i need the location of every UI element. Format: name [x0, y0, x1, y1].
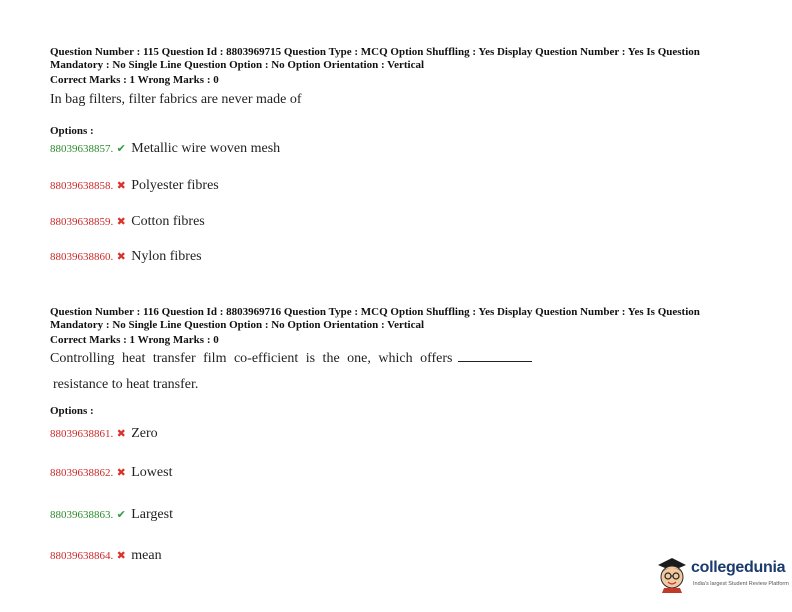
option-id: 88039638857.	[50, 143, 114, 155]
logo-brand: collegedunia	[691, 559, 786, 576]
question-marks: Correct Marks : 1 Wrong Marks : 0	[50, 74, 219, 86]
question-115	[50, 46, 750, 109]
option-row	[50, 141, 280, 157]
cross-icon: ✖	[116, 550, 126, 562]
option-text: Lowest	[131, 465, 173, 480]
option-row	[50, 507, 173, 523]
question-meta: Question Number : 116 Question Id : 8803969716 Question Type : MCQ Option Shuffling : Yes Display Question Number : Yes Is Question Mandatory : No Single Line Question Option : No Option Orientation : Vertical	[50, 306, 700, 331]
cross-icon: ✖	[116, 180, 126, 192]
check-icon: ✔	[116, 509, 126, 521]
option-text: mean	[131, 548, 162, 563]
option-id: 88039638858.	[50, 180, 114, 192]
option-text: Cotton fibres	[131, 214, 205, 229]
question-meta: Question Number : 115 Question Id : 8803969715 Question Type : MCQ Option Shuffling : Yes Display Question Number : Yes Is Question Mandatory : No Single Line Question Option : No Option Orientation : Vertical	[50, 46, 700, 71]
option-text: Nylon fibres	[131, 249, 202, 264]
cross-icon: ✖	[116, 428, 126, 440]
collegedunia-logo	[655, 555, 789, 597]
question-text-line1: Controlling heat transfer film co-efficient is the one, which offers	[50, 351, 453, 366]
option-row	[50, 214, 205, 230]
options-label: Options :	[50, 405, 94, 417]
logo-tagline: India's largest Student Review Platform	[693, 581, 789, 587]
option-text: Metallic wire woven mesh	[131, 141, 281, 156]
option-text: Zero	[131, 426, 158, 441]
question-text: In bag filters, filter fabrics are never made of	[50, 92, 302, 107]
option-row	[50, 249, 202, 265]
option-text: Polyester fibres	[131, 178, 219, 193]
mascot-icon	[655, 555, 689, 593]
option-id: 88039638860.	[50, 251, 114, 263]
check-icon: ✔	[116, 143, 126, 155]
option-row	[50, 548, 162, 564]
option-id: 88039638864.	[50, 550, 114, 562]
cross-icon: ✖	[116, 216, 126, 228]
question-marks: Correct Marks : 1 Wrong Marks : 0	[50, 334, 219, 346]
cross-icon: ✖	[116, 467, 126, 479]
option-row	[50, 178, 219, 194]
option-id: 88039638863.	[50, 509, 114, 521]
option-id: 88039638862.	[50, 467, 114, 479]
cross-icon: ✖	[116, 251, 126, 263]
question-text	[50, 350, 750, 368]
option-id: 88039638861.	[50, 428, 114, 440]
answer-blank	[458, 361, 532, 362]
option-row	[50, 426, 158, 442]
question-text-line2: resistance to heat transfer.	[53, 377, 199, 392]
option-id: 88039638859.	[50, 216, 114, 228]
options-label: Options :	[50, 125, 94, 137]
option-row	[50, 465, 172, 481]
question-116	[50, 306, 750, 394]
option-text: Largest	[131, 507, 173, 522]
